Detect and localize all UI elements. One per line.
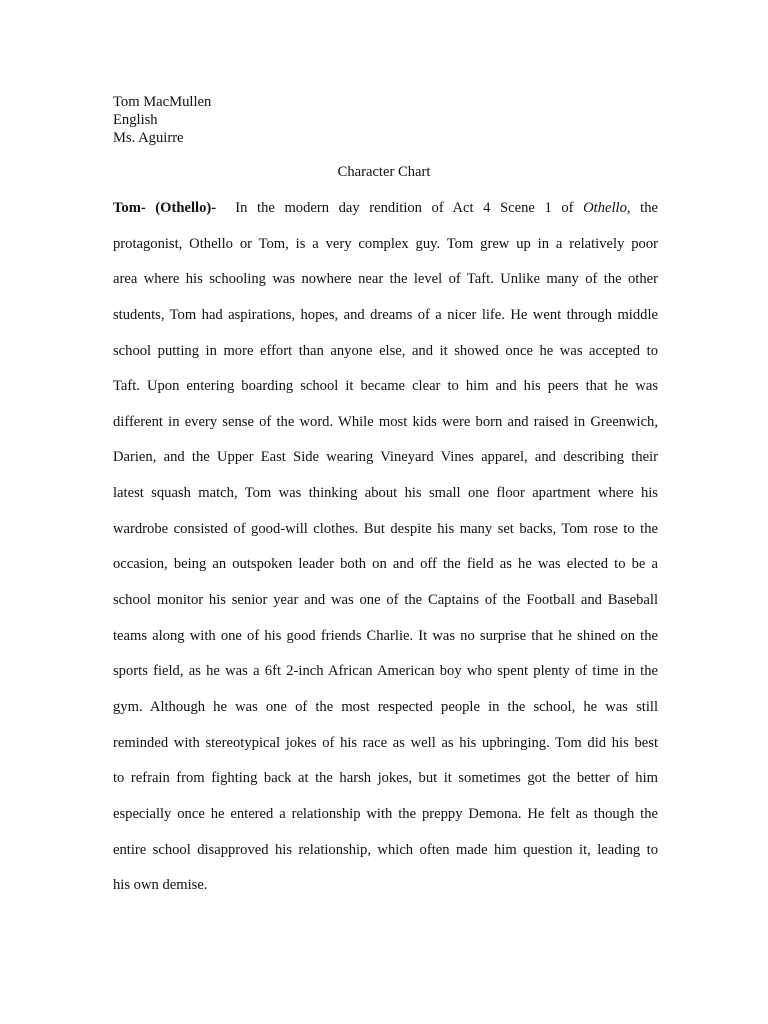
header-block — [113, 93, 211, 148]
paragraph-line: gym. Although he was one of the most respected people in the school, he was still — [113, 698, 658, 715]
student-name: Tom MacMullen — [113, 94, 212, 110]
body-paragraph — [113, 199, 658, 912]
paragraph-last-line: his own demise. — [113, 877, 208, 894]
subject-name: English — [113, 112, 158, 129]
paragraph-line: teams along with one of his good friends Charlie. It was no surprise that he shined on the — [113, 627, 658, 644]
paragraph-line: area where his schooling was nowhere near the level of Taft. Unlike many of the other — [113, 271, 658, 288]
paragraph-line: especially once he entered a relationship with the preppy Demona. He felt as though the — [113, 805, 658, 822]
paragraph-line: different in every sense of the word. While most kids were born and raised in Greenwich, — [113, 413, 658, 430]
paragraph-line: students, Tom had aspirations, hopes, and dreams of a nicer life. He went through middle — [113, 306, 658, 323]
lead-label: Tom- (Othello)- — [113, 200, 217, 216]
paragraph-line: school putting in more effort than anyone else, and it showed once he was accepted to — [113, 342, 658, 359]
paragraph-line: protagonist, Othello or Tom, is a very complex guy. Tom grew up in a relatively poor — [113, 235, 658, 252]
paragraph-line: Darien, and the Upper East Side wearing Vineyard Vines apparel, and describing their — [113, 449, 658, 466]
paragraph-line: wardrobe consisted of good-will clothes. But despite his many set backs, Tom rose to the — [113, 520, 658, 537]
paragraph-line: occasion, being an outspoken leader both on and off the field as he was elected to be a — [113, 556, 658, 573]
paragraph-line: reminded with stereotypical jokes of his race as well as his upbringing. Tom did his best — [113, 734, 658, 751]
paragraph-first-line — [113, 199, 658, 235]
paragraph-line: to refrain from fighting back at the harsh jokes, but it sometimes got the better of him — [113, 770, 658, 787]
paragraph-line: school monitor his senior year and was one of the Captains of the Football and Baseball — [113, 592, 658, 609]
paragraph-line: entire school disapproved his relationship, which often made him question it, leading to — [113, 841, 658, 858]
paragraph-line: sports field, as he was a 6ft 2-inch African American boy who spent plenty of time in the — [113, 663, 658, 680]
title-text: Character Chart — [337, 164, 431, 180]
first-line-end: the — [640, 200, 658, 216]
document-title — [0, 163, 768, 181]
first-line-text: In the modern day rendition of Act 4 Scene 1 of — [235, 200, 574, 216]
paragraph-line: latest squash match, Tom was thinking about his small one floor apartment where his — [113, 485, 658, 502]
play-title-italic: Othello, — [583, 200, 631, 216]
teacher-name: Ms. Aguirre — [113, 130, 184, 147]
paragraph-line: Taft. Upon entering boarding school it became clear to him and his peers that he was — [113, 378, 658, 395]
